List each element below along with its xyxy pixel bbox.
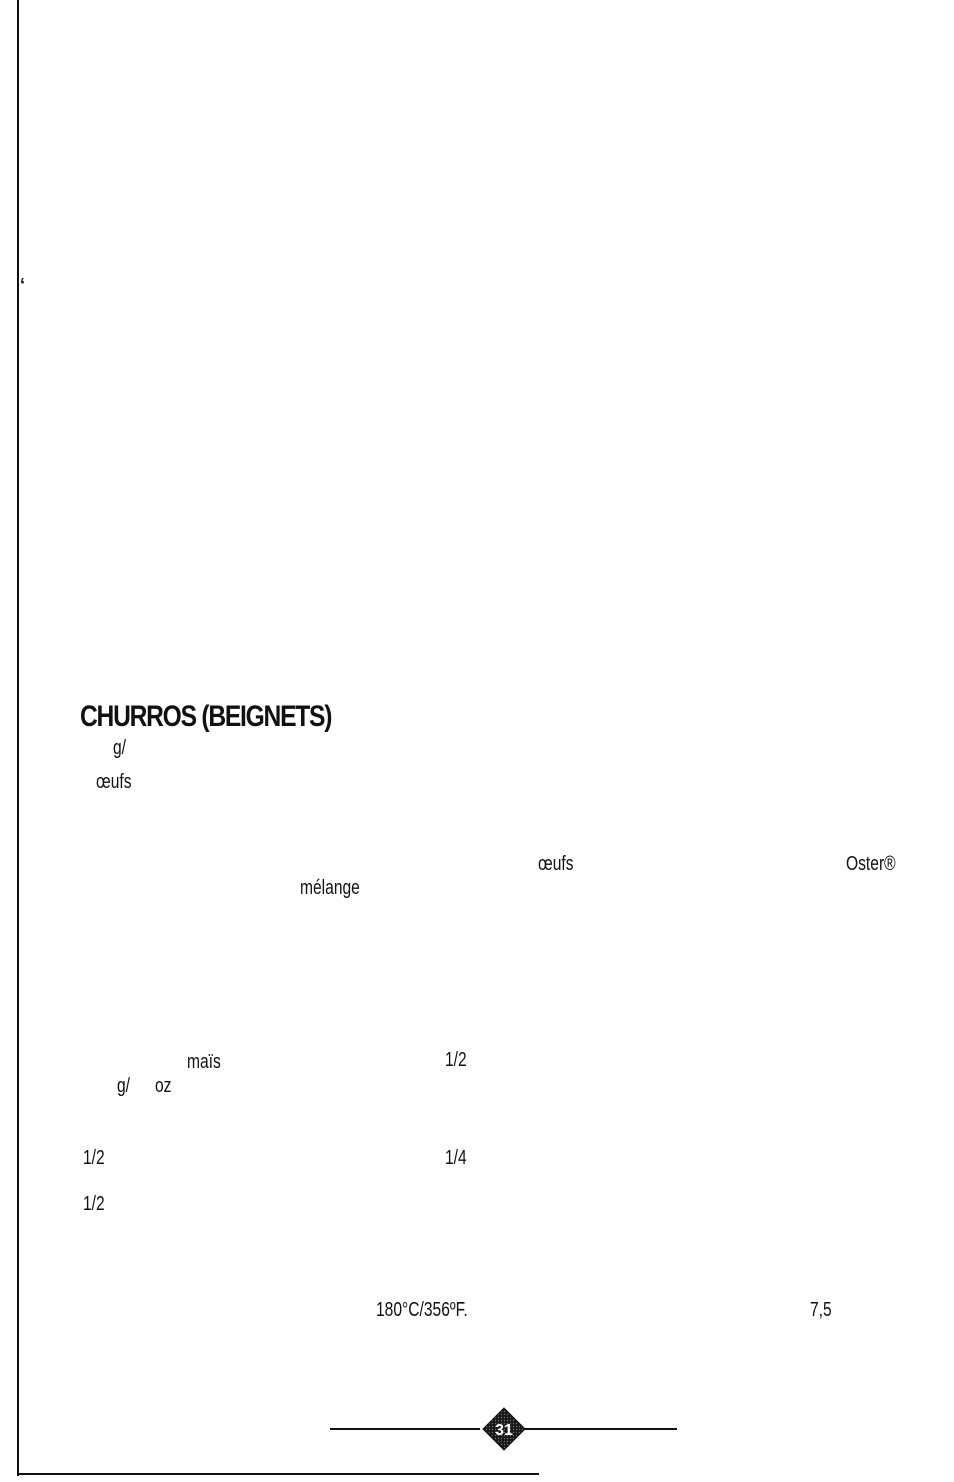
text-fragment-g-2: g/ <box>117 1075 131 1097</box>
text-fragment-half-1: 1/2 <box>445 1049 467 1071</box>
text-fragment-g-1: g/ <box>113 737 127 759</box>
page-number: 31 <box>495 1422 513 1439</box>
page-number-badge <box>482 1407 526 1451</box>
text-fragment-half-3: 1/2 <box>83 1193 105 1215</box>
text-fragment-number: 7,5 <box>810 1299 832 1321</box>
text-fragment-oeufs-1: œufs <box>96 771 132 793</box>
text-fragment-quarter: 1/4 <box>445 1147 467 1169</box>
text-fragment-oeufs-2: œufs <box>538 853 574 875</box>
text-fragment-half-2: 1/2 <box>83 1147 105 1169</box>
text-fragment-oster: Oster® <box>846 853 896 875</box>
text-fragment-temperature: 180°C/356ºF. <box>376 1299 468 1321</box>
text-fragment-mais: maïs <box>187 1051 221 1073</box>
footer-rule-right <box>524 1428 677 1430</box>
left-border-line <box>17 0 19 1476</box>
recipe-title: CHURROS (BEIGNETS) <box>80 700 332 733</box>
footer-rule-left <box>330 1428 480 1430</box>
text-fragment-oz: oz <box>155 1075 172 1097</box>
text-fragment-melange: mélange <box>300 877 360 899</box>
stray-quote-mark: ‘ <box>20 275 26 295</box>
bottom-border-line <box>17 1473 539 1475</box>
